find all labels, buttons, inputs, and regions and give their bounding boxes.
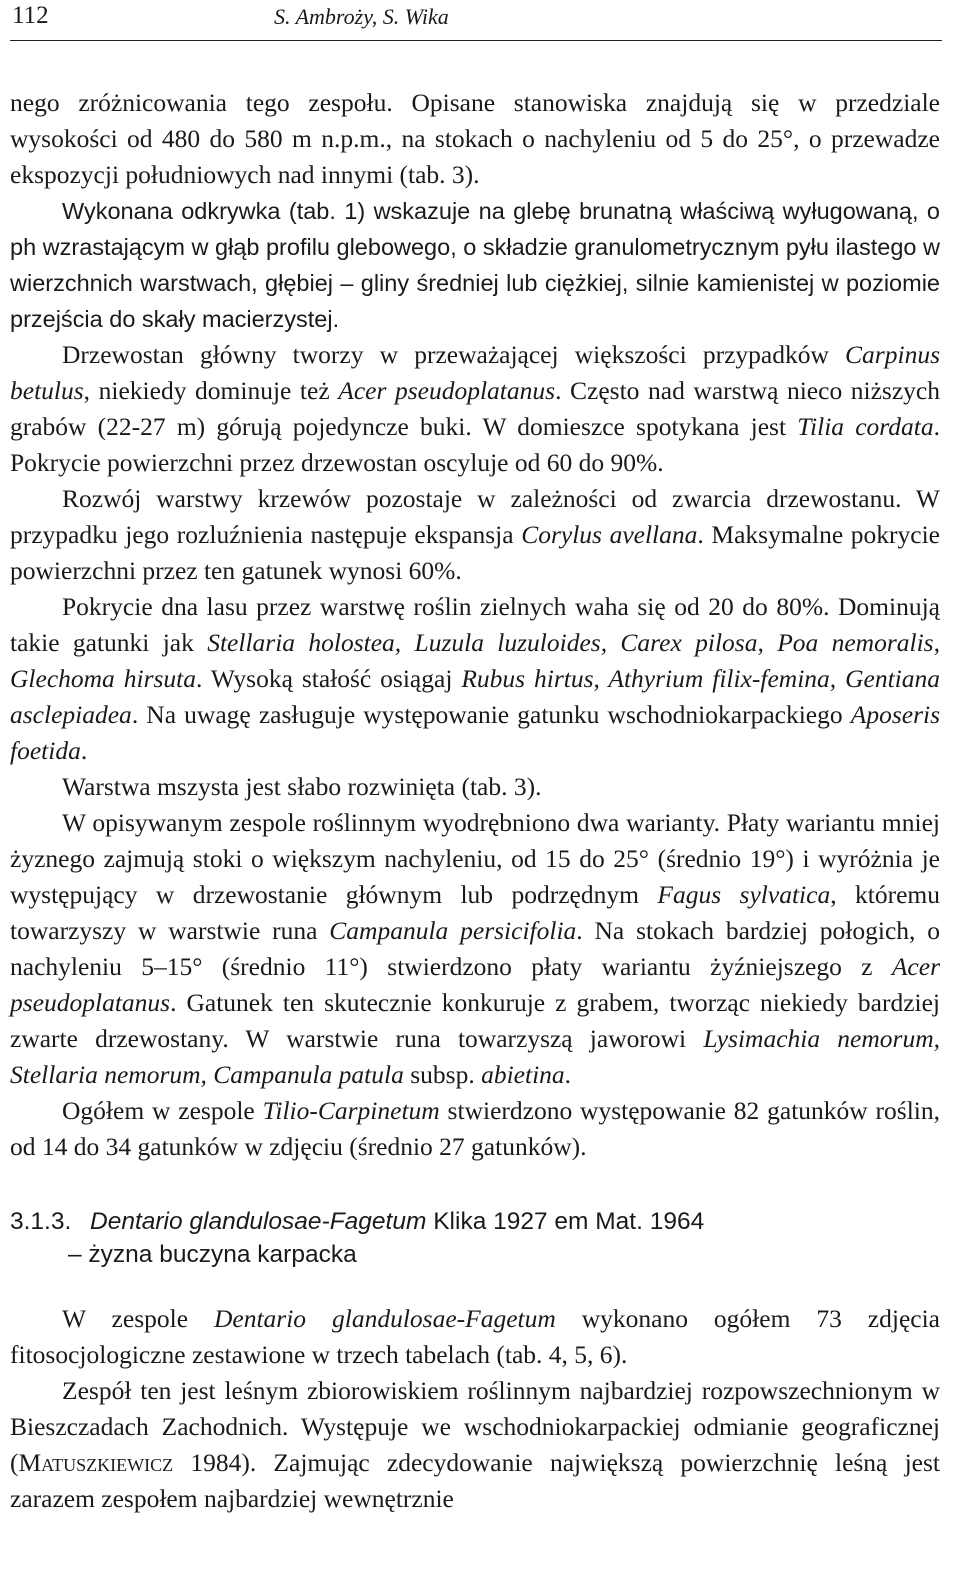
cited-author: Matuszkiewicz: [18, 1448, 174, 1477]
paragraph-4: Rozwój warstwy krzewów pozostaje w zależności od zwarcia drzewostanu. W przypadku jego rozluźnienia następuje ekspansja Corylus avellana. Maksymalne pokrycie powierzchni przez ten gatunek wynosi 60%.: [10, 484, 940, 585]
section-name: Dentario glandulosae-Fagetum: [90, 1208, 427, 1235]
section-author: Klika 1927 em Mat. 1964: [426, 1208, 705, 1235]
running-head: S. Ambroży, S. Wika: [274, 4, 449, 29]
paragraph-6: Warstwa mszysta jest słabo rozwinięta (tab. 3).: [62, 772, 542, 801]
page-number: 112: [12, 2, 49, 29]
body-text: [10, 85, 940, 1517]
page-header: [12, 0, 942, 40]
paragraph-1: nego zróżnicowania tego zespołu. Opisane stanowiska znajdują się w przedziale wysokości od 480 do 580 m n.p.m., na stokach o nachyleniu od 5 do 25°, o przewadze ekspozycji południowych nad innymi (tab. 3).: [10, 88, 940, 189]
paragraph-9: W zespole Dentario glandulosae-Fagetum wykonano ogółem 73 zdjęcia fitosocjologiczne zestawione w trzech tabelach (tab. 4, 5, 6).: [10, 1304, 940, 1369]
paragraph-7: W opisywanym zespole roślinnym wyodrębniono dwa warianty. Płaty wariantu mniej żyznego zajmują stoki o większym nachyleniu, od 15 do 25° (średnio 19°) i wyróżnia je występujący w drzewostanie głównym lub podrzędnym Fagus sylvatica, któremu towarzyszy w warstwie runa Campanula persicifolia. Na stokach bardziej połogich, o nachyleniu 5–15° (średnio 11°) stwierdzono płaty wariantu żyźniejszego z Acer pseudoplatanus. Gatunek ten skutecznie konkuruje z grabem, tworząc niekiedy bardziej zwarte drzewostany. W warstwie runa towarzyszą jaworowi Lysimachia nemorum, Stellaria nemorum, Campanula patula subsp. abietina.: [10, 808, 941, 1089]
section-heading: [10, 1205, 940, 1271]
paragraph-2: Wykonana odkrywka (tab. 1) wskazuje na glebę brunatną właściwą wyługowaną, o ph wzrastającym w głąb profilu glebowego, o składzie granulometrycznym pyłu ilastego w wierzchnich warstwach, głębiej – gliny średniej lub ciężkiej, silnie kamienistej w poziomie przejścia do skały macierzystej.: [10, 198, 940, 332]
paragraph-3: Drzewostan główny tworzy w przeważającej większości przypadków Carpinus betulus, niekiedy dominuje też Acer pseudoplatanus. Często nad warstwą nieco niższych grabów (22-27 m) górują pojedyncze buki. W domieszce spotykana jest Tilia cordata. Pokrycie powierzchni przez drzewostan oscyluje od 60 do 90%.: [10, 340, 940, 477]
paragraph-10: Zespół ten jest leśnym zbiorowiskiem roślinnym najbardziej rozpowszechnionym w Bieszczadach Zachodnich. Występuje we wschodniokarpackiej odmianie geograficznej (Matuszkiewicz 1984). Zajmując zdecydowanie największą powierzchnię leśną jest zarazem zespołem najbardziej wewnętrznie: [10, 1376, 940, 1513]
section-number: 3.1.3.: [10, 1208, 72, 1235]
paragraph-8: Ogółem w zespole Tilio-Carpinetum stwierdzono występowanie 82 gatunków roślin, od 14 do 34 gatunków w zdjęciu (średnio 27 gatunków).: [10, 1096, 941, 1161]
section-subtitle: – żyzna buczyna karpacka: [68, 1241, 357, 1268]
paragraph-5: Pokrycie dna lasu przez warstwę roślin zielnych waha się od 20 do 80%. Dominują takie gatunki jak Stellaria holostea, Luzula luzuloides, Carex pilosa, Poa nemoralis, Glechoma hirsuta. Wysoką stałość osiągaj Rubus hirtus, Athyrium filix-femina, Gentiana asclepiadea. Na uwagę zasługuje występowanie gatunku wschodniokarpackiego Aposeris foetida.: [10, 592, 940, 765]
header-rule: [10, 40, 942, 41]
